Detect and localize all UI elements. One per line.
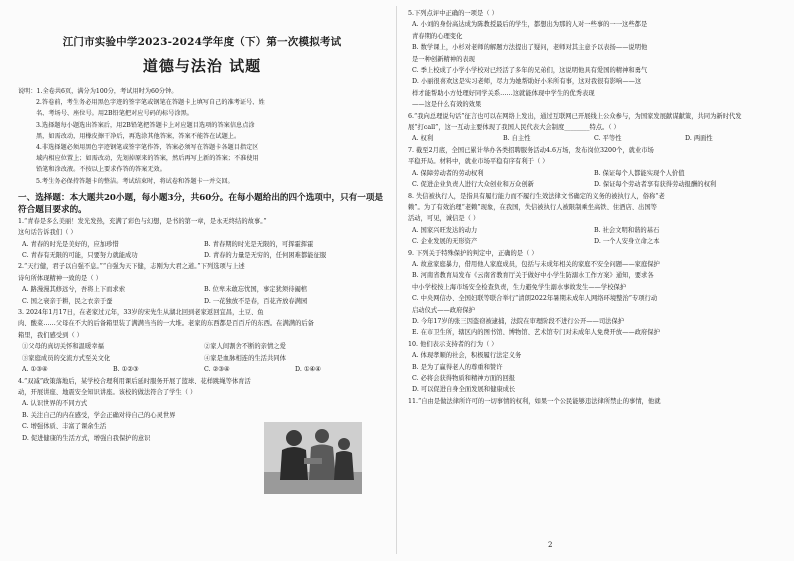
answer-option: 是一种创新精神的表现: [412, 55, 475, 63]
answer-option: C. ②③④: [204, 366, 230, 374]
answer-option: D. 可以促进自身全面发展和健康成长: [412, 386, 516, 394]
answer-option: A. 权利: [412, 135, 434, 143]
answer-option: C. 促进企业负责人进行大众创业和万众创新: [412, 181, 534, 189]
answer-option: 中小学校按上海市场安全检查负责，生力避免学生溺水事故发生——学校保护: [412, 283, 627, 291]
question-item: [408, 339, 776, 396]
answer-option: B. 关注自己的内在感受，学会正确对待自己的心灵世界: [22, 411, 176, 419]
answer-option: B. 自主性: [503, 135, 531, 143]
answer-option: ——这是什么有效的效果: [412, 101, 482, 109]
question-stem: 3. 2024年1月17日，在老家过元年，33岁的宋先生从湖北回到老家返回宜昌，土豆、鱼: [18, 309, 264, 317]
answer-option: A. 故意家庭暴力，借用他人家庭成员，包括与未成年相关的家庭不安全问题——家庭保护: [412, 260, 660, 268]
answer-option: B. 保证每个人都能实现个人价值: [594, 169, 685, 177]
instruction-line: 4.非选择题必须用黑色字迹钢笔或签字笔作答，答案必须写在答题卡各题目指定区: [36, 144, 259, 152]
answer-option: ④家是血脉相连的生活共同体: [204, 354, 286, 362]
question-stem: 9. 下列关于特殊保护的判定中，正确的是（ ）: [408, 249, 538, 257]
question-list-right: [408, 8, 776, 407]
answer-option-row: [408, 236, 776, 247]
section-heading: 一、选择题：本大题共20小题，每小题3分，共60分。在每小题给出的四个选项中，只有一项是符合题目要求的。: [18, 192, 384, 215]
answer-option: C. 增强体质、丰富了课余生活: [22, 423, 107, 431]
answer-option: D. 一花独放不是春，百花齐放春满园: [204, 297, 308, 305]
answer-option: B. ①②③: [113, 366, 139, 374]
answer-option-row: [408, 168, 776, 179]
question-item: [408, 145, 776, 191]
question-stem: 动，开展讲座、地震安全知识讲座。该校的做法符合了学生（ ）: [18, 388, 197, 396]
answer-option: C. 季上校成了小学小学校对已经活了多年的兄弟们，这说明他具有爱国的精神和勇气: [412, 67, 648, 75]
answer-option: 样才能帮助小方处理好同学关系……这就能体现中学生的优秀表现: [412, 89, 595, 97]
instruction-line: 域内相应位置上；如需改动，先划掉原来的答案，然后再写上新的答案；不准使用: [36, 155, 259, 163]
answer-option: B. 是为了赢得老人的尊重和赞许: [412, 363, 503, 371]
page-number: 2: [548, 541, 553, 549]
question-stem: 诗句所体现精神一致的是（ ）: [18, 274, 102, 282]
question-item: [18, 216, 386, 262]
answer-option: ②家人间割舍不断的亲情之爱: [204, 343, 286, 351]
answer-option: C. 平等性: [594, 135, 622, 143]
answer-option: D. 促进健康的生活方式，增强自我保护的意识: [22, 434, 151, 442]
answer-option: B. 位卑未敢忘忧国，事定犹须待阖棺: [204, 286, 308, 294]
exam-header-school: 江门市实验中学2023-2024学年度（下）第一次模拟考试: [62, 36, 342, 48]
question-item: [18, 307, 386, 375]
answer-option-row: [18, 250, 386, 261]
illustration-image: [264, 422, 362, 494]
question-item: [408, 248, 776, 339]
answer-option: B. 河南省教育局发布《云南省教育厅关于做好中小学生防溺水工作方案》通知，要求各: [412, 272, 654, 280]
question-stem: 11.“自由是做法律所许可的一切事情的权利，如果一个公民能够违法律所禁止的事情，他就: [408, 397, 661, 405]
answer-option: 启动仪式——政府保护: [412, 306, 475, 314]
answer-option-row: [408, 133, 776, 144]
instructions: [18, 86, 386, 187]
instruction-line: 3.选择题每小题选出答案后，用2B铅笔把答题卡上对应题目选项的答案信息点涂: [36, 121, 255, 129]
answer-option-row: [18, 341, 386, 352]
question-stem: 肉、酸菜……父母在不大的后备箱里装了满满当当的一大堆。老家的东西都是百百斤的东西。在满满的后备: [18, 320, 314, 328]
answer-option: A. 体现孝顺的社会，积极履行法定义务: [412, 352, 522, 360]
answer-option: A. 小刘的身份高达成为陈教授最后的学生，都想出为那的人对一些事的一一这些都是: [412, 21, 648, 29]
answer-option: A. ①③④: [22, 366, 48, 374]
question-stem: 展“打call”，这一互动主要体现了我国人民代表大会制度________特点。（ ）: [408, 124, 620, 132]
column-divider: [396, 6, 397, 554]
question-stem: 5.下列点评中正确的一项是（ ）: [408, 10, 498, 17]
question-stem: 10. 他们表示支持者的行为（ ）: [408, 340, 498, 348]
answer-option: B. 社会文明和谐的基石: [594, 226, 660, 234]
answer-option: A. 国家兴旺发达的动力: [412, 226, 478, 234]
answer-option: A. 认识世界的不同方式: [22, 400, 88, 408]
answer-option: ③家庭成员的交流方式至关文化: [22, 354, 111, 362]
answer-option-row: [18, 364, 386, 375]
question-stem: 箱里，我们感受到（ ）: [18, 331, 83, 339]
answer-option: C. 必将会获得物质和精神方面的回报: [412, 375, 516, 382]
answer-option: B. 数学课上，小杉对老师的解题方法提出了疑问，老师对其主意予以表扬——说明他: [412, 44, 648, 52]
question-item: [408, 396, 776, 407]
question-item: [408, 8, 776, 111]
answer-option-row: [408, 225, 776, 236]
question-list-left: [18, 216, 386, 444]
instruction-line: 名、考场号、座位号。用2B铅笔把对应号码的标号涂黑。: [36, 110, 193, 118]
question-stem: 8. 失信被执行人，是指具有履行能力而不履行生效法律文书确定的义务的被执行人，俗称“老: [408, 192, 665, 200]
question-item: [18, 261, 386, 307]
question-stem: 6.“我向总理说句话”征言也可以在网络上发出，通过互联网已开展线上公众参与，为国家发展献谋献策，共同为新时代发: [408, 112, 742, 120]
answer-option-row: [18, 353, 386, 364]
answer-option: A. 青春的时光是美好的，应加珍惜: [22, 240, 119, 248]
answer-option: D. 保证每个劳动者享有获得劳动报酬的权利: [594, 181, 717, 189]
exam-header-subject: 道德与法治 试题: [142, 57, 262, 75]
answer-option: C. 国之衰亲于耕，民之衣亲于蚕: [22, 297, 113, 305]
answer-option: C. 中央网信办、全国妇联等联合举行“清朗2022年暑期未成年人网络环境整治”专项行动: [412, 295, 658, 303]
answer-option-row: [18, 284, 386, 295]
answer-option-row: [18, 296, 386, 307]
answer-option-row: [18, 239, 386, 250]
question-stem: 赖”。为了有效治理“老赖”现象，在我国，失信被执行人被限制乘坐高铁、住酒店、出国等: [408, 203, 657, 211]
answer-option: 青春期的心理变化: [412, 32, 463, 40]
question-stem: 这句话告诉我们（ ）: [18, 229, 77, 237]
answer-option: D. 小丽很喜欢这是实习老师，尽力为她帮助好小米所有事，这对我很有影响——这: [412, 78, 642, 86]
instruction-line: 2.答卷前，考生务必用黑色字迹的签字笔或钢笔在答题卡上填写自己的准考证号、姓: [36, 99, 265, 107]
answer-option: ①父母的真切关怀和温暖幸福: [22, 343, 104, 351]
question-stem: 4.“双减”政策落地后，某学校合理利用课后延时服务开展了篮球、花样跳绳等体育活: [18, 377, 251, 385]
question-stem: 活动，可见，诚信是（ ）: [408, 215, 480, 223]
answer-option-row: [408, 179, 776, 190]
right-column: [408, 8, 776, 553]
answer-option: A. 保障劳动者的劳动权利: [412, 169, 484, 177]
question-stem: 2.“天行健，君子以自强不息。”“自强为天下健，志刚为大君之道。”下列选项与上述: [18, 263, 245, 271]
question-item: [408, 111, 776, 145]
answer-option: D. 青春的力量是无穷的，任何困难都能征服: [204, 252, 327, 260]
answer-option: E. 在市卫生所，辖区内的图书馆、博物馆、艺术馆专门对未成年人免费开放——政府保护: [412, 329, 660, 337]
answer-option: D. 两面性: [685, 135, 713, 143]
answer-option: D. ①④④: [295, 366, 321, 374]
volunteer-illustration-icon: [264, 422, 362, 494]
instruction-line: 黑，如需改动，用橡皮擦干净后，再选涂其他答案，答案不能答在试题上。: [36, 132, 241, 140]
question-stem: 1.“青春是多么美丽！发光发热，充满了彩色与幻想，是书的第一章，是永无终结的故事。”: [18, 217, 267, 225]
answer-option: D. 一个人安身立命之本: [594, 238, 660, 246]
answer-option: C. 青春有无限的可能，只要努力就能成功: [22, 252, 138, 260]
question-stem: 平稳开局。材料中，就业市场平稳有序有利于（ ）: [408, 158, 549, 166]
question-stem: 7. 截至2月底，全国已累计举办各类招聘服务活动4.6万场，发布岗位3200个，就业市场: [408, 146, 654, 154]
instruction-line: 说明：1.全卷共6页，满分为100分，考试用时为60分钟。: [18, 88, 178, 95]
answer-option: A. 路漫漫其修远兮，吾将上下而求索: [22, 286, 126, 294]
instruction-line: 铅笔和涂改液。不按以上要求作答的答案无效。: [36, 166, 166, 174]
answer-option: B. 青春期的时光是无限的，可挥霍挥霍: [204, 240, 314, 248]
instruction-line: 5.考生务必保持答题卡的整洁。考试结束时，将试卷和答题卡一并交回。: [36, 177, 234, 185]
question-item: [408, 191, 776, 248]
answer-option: D. 今年17岁的张三因盗窃被逮捕，法院在审理阶段不进行公开——司法保护: [412, 317, 625, 325]
answer-option: C. 企业发展的无形资产: [412, 238, 478, 246]
